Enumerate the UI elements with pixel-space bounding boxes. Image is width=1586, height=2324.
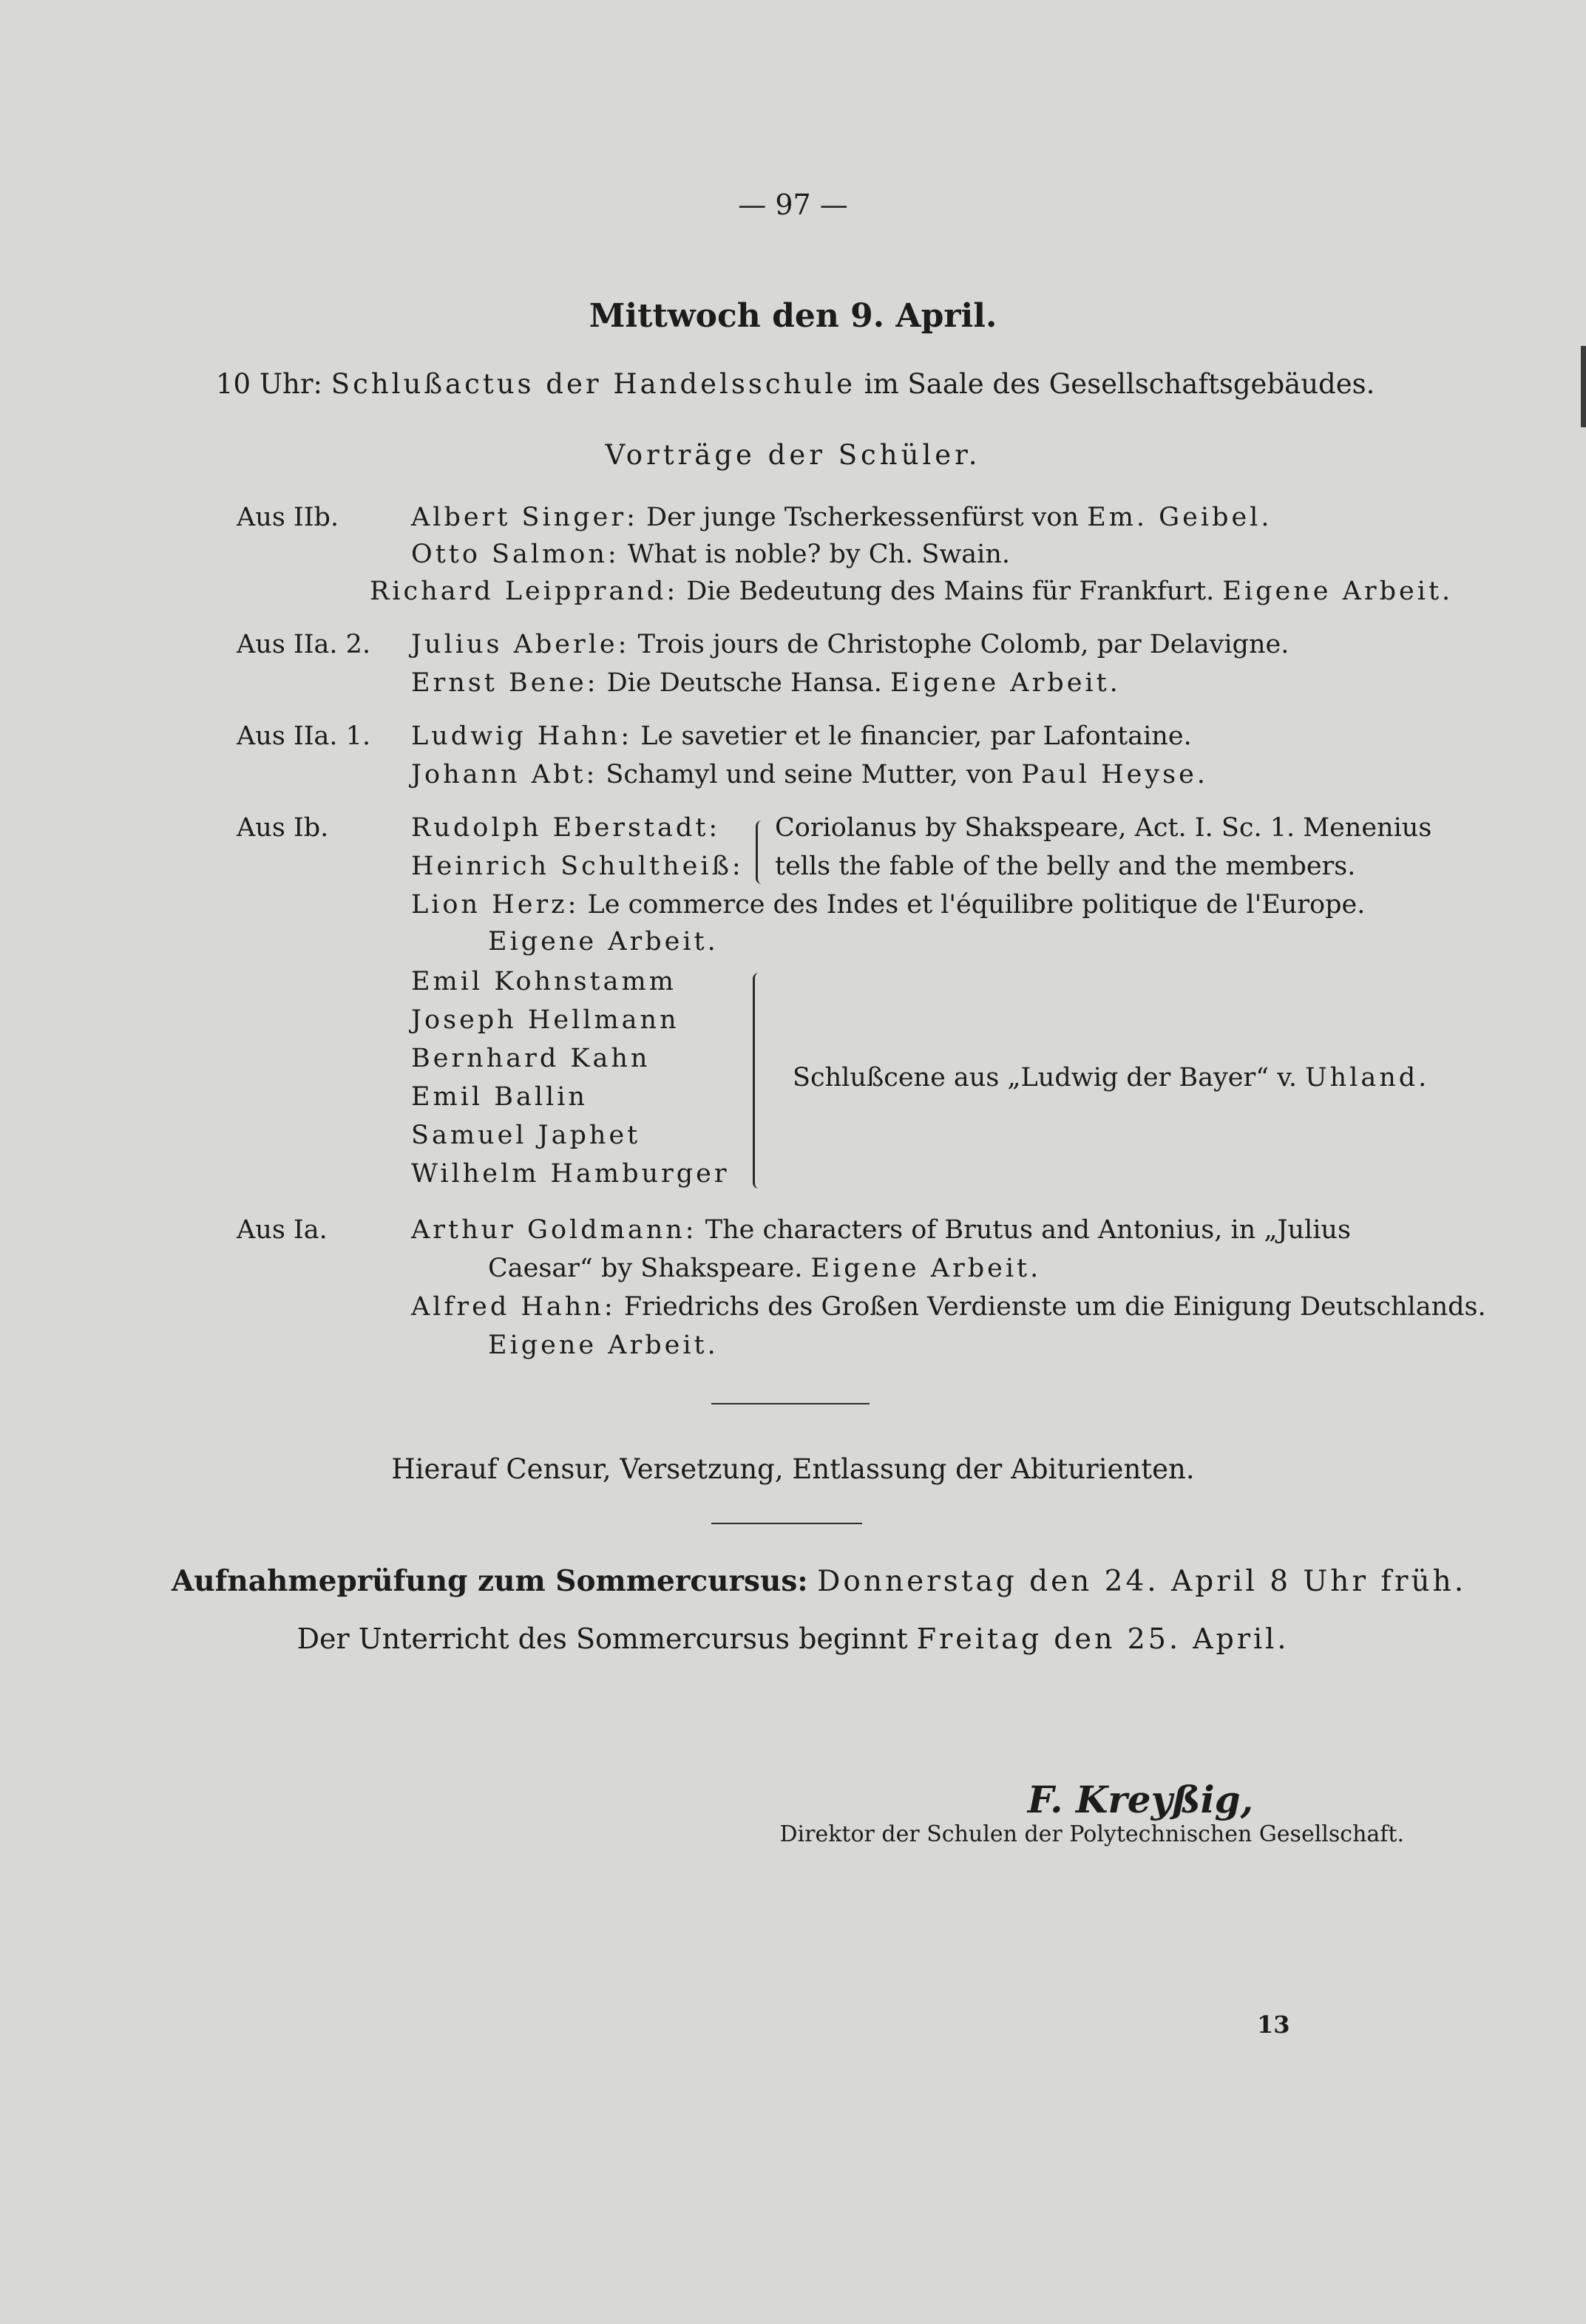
program-entry bbox=[411, 1215, 1351, 1245]
after-note: Hierauf Censur, Versetzung, Entlassung der Abiturienten. bbox=[391, 1453, 1195, 1485]
lessons-text: Der Unterricht des Sommercursus beginnt bbox=[296, 1623, 908, 1655]
student-name bbox=[411, 852, 744, 881]
sheet-number: 13 bbox=[1257, 2011, 1290, 2039]
program-entry bbox=[411, 668, 1121, 698]
group-bracket bbox=[753, 973, 767, 1189]
entry-title: Friedrichs des Großen Verdienste um die Einigung Deutschlands. bbox=[623, 1292, 1486, 1322]
bracket bbox=[756, 820, 770, 884]
entry-title: Trois jours de Christophe Colomb, par Delavigne. bbox=[637, 630, 1290, 659]
entry-title: Schamyl und seine Mutter, von bbox=[606, 760, 1014, 789]
event-time: 10 Uhr: bbox=[216, 368, 323, 400]
program-entry bbox=[370, 577, 1453, 606]
own-work-label: Eigene Arbeit. bbox=[1222, 577, 1454, 606]
admission-label: Aufnahmeprüfung zum Sommercursus: bbox=[172, 1564, 808, 1598]
student-name: Otto Salmon: bbox=[411, 540, 620, 569]
event-place: im Saale des Gesellschaftsgebäudes. bbox=[864, 368, 1375, 400]
group-member-name: Emil Kohnstamm bbox=[411, 967, 677, 996]
entry-title: Die Bedeutung des Mains für Frankfurt. bbox=[686, 577, 1215, 606]
group-member bbox=[411, 1005, 680, 1035]
program-entry bbox=[411, 1292, 1486, 1322]
own-work-label-text: Eigene Arbeit. bbox=[488, 1331, 719, 1360]
divider-line bbox=[711, 1403, 870, 1404]
student-name: Lion Herz: bbox=[411, 890, 580, 920]
student-name-text: Rudolph Eberstadt: bbox=[411, 813, 721, 843]
program-entry bbox=[411, 540, 1010, 569]
own-work-label: Eigene Arbeit. bbox=[890, 668, 1121, 698]
admission-date: Donnerstag den 24. April 8 Uhr früh. bbox=[817, 1565, 1467, 1598]
student-name-text: Heinrich Schultheiß: bbox=[411, 852, 744, 881]
student-name: Albert Singer: bbox=[411, 503, 638, 532]
group-member bbox=[411, 1121, 640, 1150]
class-label-IIb: Aus IIb. bbox=[237, 503, 339, 532]
group-member-name: Samuel Japhet bbox=[411, 1121, 641, 1150]
entry-title: Der junge Tscherkessenfürst von bbox=[646, 503, 1080, 532]
entry-title: tells the fable of the belly and the members. bbox=[775, 852, 1356, 881]
class-label-IIa1: Aus IIa. 1. bbox=[237, 721, 371, 751]
lessons-date: Freitag den 25. April. bbox=[916, 1623, 1290, 1655]
student-name: Ludwig Hahn: bbox=[411, 721, 633, 751]
event-name: Schlußactus der Handelsschule bbox=[331, 368, 855, 400]
signature-title: Direktor der Schulen der Polytechnischen Gesellschaft. bbox=[779, 1821, 1404, 1847]
student-name: Ernst Bene: bbox=[411, 668, 599, 698]
entry-title: Le savetier et le financier, par Lafontaine. bbox=[640, 721, 1192, 751]
program-entry bbox=[411, 630, 1289, 659]
divider-line bbox=[711, 1523, 862, 1524]
event-line bbox=[216, 368, 1375, 400]
group-performance-title: Schlußcene aus „Ludwig der Bayer“ v. bbox=[793, 1063, 1297, 1093]
own-work-label bbox=[488, 1331, 719, 1360]
group-member-name: Bernhard Kahn bbox=[411, 1044, 651, 1073]
own-work-label-text: Eigene Arbeit. bbox=[488, 927, 719, 957]
class-label-Ia: Aus Ia. bbox=[237, 1215, 328, 1245]
entry-author: Em. Geibel. bbox=[1087, 503, 1272, 532]
day-heading: Mittwoch den 9. April. bbox=[589, 297, 997, 335]
student-name: Alfred Hahn: bbox=[411, 1292, 616, 1322]
entry-title: Die Deutsche Hansa. bbox=[606, 668, 882, 698]
group-member bbox=[411, 1159, 730, 1189]
entry-title: What is noble? by Ch. Swain. bbox=[627, 540, 1011, 569]
student-name: Arthur Goldmann: bbox=[411, 1215, 697, 1245]
group-member bbox=[411, 1044, 650, 1073]
student-name: Richard Leipprand: bbox=[370, 577, 679, 606]
student-name bbox=[411, 813, 720, 843]
admission-exam-line bbox=[172, 1564, 1466, 1598]
program-subheading: Vorträge der Schüler. bbox=[605, 439, 981, 471]
lessons-start-line bbox=[0, 1623, 1586, 1655]
page-number: — 97 — bbox=[738, 188, 848, 221]
entry-title: Le commerce des Indes et l'équilibre politique de l'Europe. bbox=[587, 890, 1366, 920]
group-member-name: Wilhelm Hamburger bbox=[411, 1159, 730, 1189]
own-work-label bbox=[488, 927, 719, 957]
class-label-Ib: Aus Ib. bbox=[237, 813, 329, 843]
entry-author: Paul Heyse. bbox=[1021, 760, 1208, 789]
program-entry bbox=[411, 760, 1208, 789]
group-member bbox=[411, 1082, 588, 1112]
program-entry bbox=[411, 890, 1365, 920]
entry-title: Caesar“ by Shakspeare. bbox=[488, 1254, 803, 1283]
program-entry bbox=[411, 503, 1272, 532]
group-performance bbox=[793, 1063, 1429, 1093]
group-member-name: Joseph Hellmann bbox=[411, 1005, 680, 1035]
student-name: Johann Abt: bbox=[411, 760, 598, 789]
class-label-IIa2: Aus IIa. 2. bbox=[237, 630, 371, 659]
own-work-label: Eigene Arbeit. bbox=[810, 1254, 1042, 1283]
entry-title: The characters of Brutus and Antonius, in „Julius bbox=[705, 1215, 1351, 1245]
entry-author: Uhland. bbox=[1305, 1063, 1430, 1093]
program-entry-continued bbox=[488, 1254, 1041, 1283]
program-entry bbox=[411, 721, 1192, 751]
signature-name: F. Kreyßig, bbox=[1027, 1778, 1253, 1821]
scan-edge-mark bbox=[1581, 346, 1586, 427]
student-name: Julius Aberle: bbox=[411, 630, 630, 659]
group-member bbox=[411, 967, 677, 996]
entry-title: Coriolanus by Shakspeare, Act. I. Sc. 1. Menenius bbox=[775, 813, 1432, 843]
group-member-name: Emil Ballin bbox=[411, 1082, 588, 1112]
